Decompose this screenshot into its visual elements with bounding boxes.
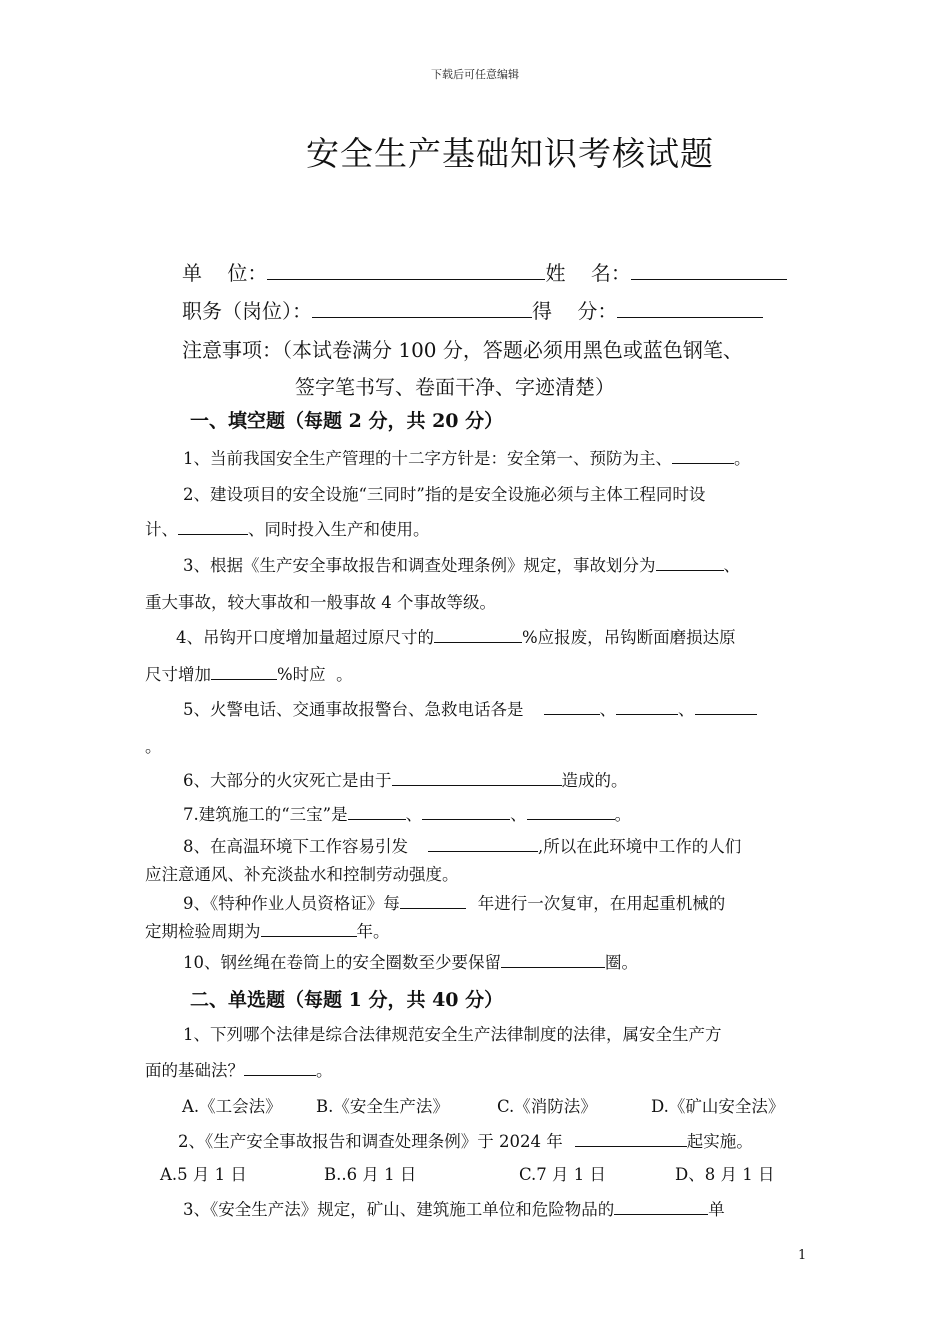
unit-blank[interactable] — [267, 261, 545, 280]
s2-q2-end: 起实施。 — [686, 1132, 753, 1151]
s1-q2-line1: 2、建设项目的安全设施“三同时”指的是安全设施必须与主体工程同时设 — [183, 485, 706, 504]
section-2-heading: 二、单选题（每题 1 分，共 40 分） — [190, 989, 504, 1011]
s1-q10-end: 圈。 — [605, 953, 638, 972]
s1-q10 — [183, 949, 638, 973]
s1-q5-end: 。 — [145, 737, 162, 756]
s2-q1-option-d[interactable]: D.《矿山安全法》 — [651, 1097, 785, 1116]
s1-q8-line1 — [183, 833, 741, 857]
s1-q5-line1 — [183, 696, 757, 720]
notice-line-2: 签字笔书写、卷面干净、字迹清楚） — [295, 375, 615, 399]
s1-q4-text: 4、吊钩开口度增加量超过原尺寸的 — [176, 628, 434, 647]
s2-q1-text: 面的基础法？ — [145, 1061, 244, 1080]
s1-q2-line2 — [145, 516, 430, 540]
s1-q10-blank[interactable] — [501, 949, 605, 968]
s1-q9-text-2: 定期检验周期为 — [145, 922, 261, 941]
s1-q2-blank[interactable] — [178, 516, 248, 535]
s1-q2-start: 计、 — [145, 520, 178, 539]
s1-q7-end: 。 — [614, 805, 632, 824]
name-label: 姓 名： — [545, 261, 631, 285]
s1-q7-blank-1[interactable] — [348, 801, 406, 820]
info-unit-row — [182, 257, 787, 286]
s2-q1-option-c[interactable]: C.《消防法》 — [497, 1097, 597, 1116]
score-blank[interactable] — [617, 299, 763, 318]
s2-q3-text: 3、《安全生产法》规定，矿山、建筑施工单位和危险物品的 — [183, 1200, 615, 1219]
s1-q9-blank-1[interactable] — [400, 890, 466, 909]
s2-q1-line1: 1、下列哪个法律是综合法律规范安全生产法律制度的法律，属安全生产方 — [183, 1025, 722, 1044]
s1-q8-line2: 应注意通风、补充淡盐水和控制劳动强度。 — [145, 865, 459, 884]
s2-q2-blank[interactable] — [575, 1128, 687, 1147]
s1-q2-end: 、同时投入生产和使用。 — [248, 520, 430, 539]
s2-q2-option-a[interactable]: A.5 月 1 日 — [160, 1165, 247, 1184]
unit-label: 单 位： — [182, 261, 268, 285]
s2-q1-line2 — [145, 1057, 333, 1081]
s1-q9-line2 — [145, 918, 390, 942]
s2-q3-blank[interactable] — [614, 1196, 708, 1215]
s1-q7-text: 7.建筑施工的“三宝”是 — [183, 805, 348, 824]
notice-line-1: （本试卷满分 100 分，答题必须用黑色或蓝色钢笔、 — [282, 338, 743, 362]
s1-q9-end: 年。 — [356, 922, 390, 941]
position-label: 职务（岗位）： — [182, 299, 312, 323]
s1-q5-blank-1[interactable] — [544, 696, 600, 715]
score-label: 得 分： — [532, 299, 618, 323]
s1-q6-text: 6、大部分的火灾死亡是由于 — [183, 771, 392, 790]
s1-q7-blank-3[interactable] — [527, 801, 615, 820]
s2-q1-option-a[interactable]: A.《工会法》 — [182, 1097, 282, 1116]
s1-q7-sep-2: 、 — [510, 805, 527, 824]
s1-q6-blank[interactable] — [392, 767, 562, 786]
s1-q1 — [183, 445, 751, 469]
s1-q3-line2: 重大事故，较大事故和一般事故 4 个事故等级。 — [145, 593, 496, 612]
s1-q3-text: 3、根据《生产安全事故报告和调查处理条例》规定，事故划分为 — [183, 556, 656, 575]
s1-q1-text: 1、当前我国安全生产管理的十二字方针是：安全第一、预防为主、 — [183, 449, 672, 468]
s1-q5-sep-1: 、 — [599, 700, 616, 719]
s2-q1-blank[interactable] — [244, 1057, 316, 1076]
s1-q1-blank[interactable] — [672, 445, 734, 464]
section-1-heading: 一、填空题（每题 2 分，共 20 分） — [190, 410, 504, 432]
s1-q9-text: 9、《特种作业人员资格证》每 — [183, 894, 400, 913]
s1-q7-sep-1: 、 — [405, 805, 423, 824]
name-blank[interactable] — [631, 261, 787, 280]
s1-q8-mid: ,所以在此环境中工作的人们 — [538, 837, 742, 856]
s1-q6 — [183, 767, 628, 791]
s2-q2-option-d[interactable]: D、8 月 1 日 — [675, 1165, 775, 1184]
page-number: 1 — [798, 1248, 807, 1263]
s1-q5-sep-2: 、 — [678, 700, 695, 719]
notice-label: 注意事项： — [182, 338, 282, 362]
s2-q1-option-b[interactable]: B.《安全生产法》 — [316, 1097, 449, 1116]
s1-q3-blank[interactable] — [656, 552, 724, 571]
s1-q6-end: 造成的。 — [561, 771, 628, 790]
s1-q4-blank-2[interactable] — [211, 661, 277, 680]
header-note: 下载后可任意编辑 — [431, 68, 519, 81]
s1-q8-text: 8、在高温环境下工作容易引发 — [183, 837, 408, 856]
s2-q3-line1 — [183, 1196, 725, 1220]
page-title: 安全生产基础知识考核试题 — [306, 134, 714, 173]
s1-q9-blank-2[interactable] — [261, 918, 357, 937]
s1-q5-blank-3[interactable] — [695, 696, 757, 715]
s1-q8-blank[interactable] — [428, 833, 538, 852]
notice-row — [182, 334, 743, 363]
s1-q3-line1 — [183, 552, 740, 576]
s1-q4-blank-1[interactable] — [434, 624, 522, 643]
s1-q7 — [183, 801, 631, 825]
s1-q4-end: %时应 。 — [277, 665, 353, 684]
s2-q1-end: 。 — [316, 1061, 333, 1080]
s2-q2-option-c[interactable]: C.7 月 1 日 — [519, 1165, 607, 1184]
s1-q9-mid: 年进行一次复审，在用起重机械的 — [477, 894, 726, 913]
s2-q2-text: 2、《生产安全事故报告和调查处理条例》于 2024 年 — [178, 1132, 563, 1151]
s1-q3-sep: 、 — [723, 556, 740, 575]
s1-q10-text: 10、钢丝绳在卷筒上的安全圈数至少要保留 — [183, 953, 501, 972]
s2-q2-line1 — [178, 1128, 753, 1152]
s1-q5-text: 5、火警电话、交通事故报警台、急救电话各是 — [183, 700, 524, 719]
s1-q9-line1 — [183, 890, 725, 914]
s1-q4-line1 — [176, 624, 736, 648]
s2-q3-end: 单 — [708, 1200, 725, 1219]
s1-q4-text-2: 尺寸增加 — [145, 665, 211, 684]
s1-q5-blank-2[interactable] — [616, 696, 678, 715]
s1-q1-end: 。 — [734, 449, 751, 468]
s2-q2-option-b[interactable]: B..6 月 1 日 — [324, 1165, 417, 1184]
s1-q4-mid: %应报废，吊钩断面磨损达原 — [522, 628, 736, 647]
position-blank[interactable] — [312, 299, 532, 318]
s1-q4-line2 — [145, 661, 353, 685]
s1-q7-blank-2[interactable] — [422, 801, 510, 820]
info-position-row — [182, 295, 763, 324]
